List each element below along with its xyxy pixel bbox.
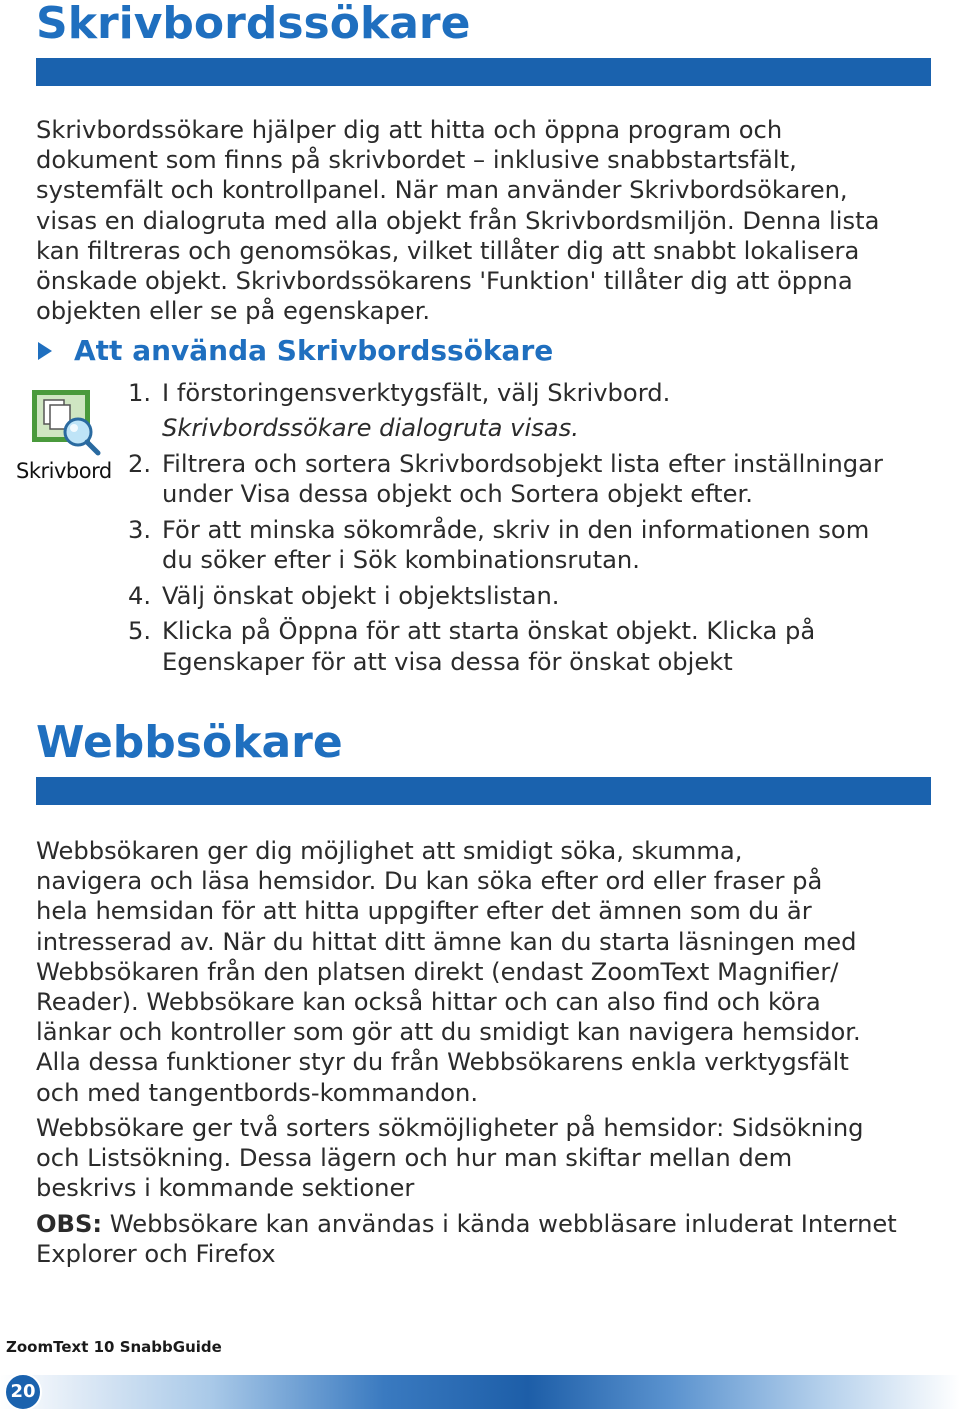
steps-list [128, 378, 938, 682]
web-finder-paragraph: Webbsökaren ger dig möjlighet att smidigt söka, skumma, navigera och läsa hemsidor. Du kan söka efter ord eller fraser på hela hemsidan för att hitta uppgifter efter det ämnen som du är intresserad av. När du hittat ditt ämne kan du starta läsningen med Webbsökaren från den platsen direkt (endast ZoomText Magnifier/ Reader). Webbsökare kan också hittar och can also find och köra länkar och kontroller som gör att du smidigt kan navigera hemsidor. Alla dessa funktioner styr du från Webbsökarens enkla verktygsfält och med tangentbords-kommandon. [36, 837, 861, 1107]
subheading: Att använda Skrivbordssökare [36, 333, 553, 369]
step-item: 1. I förstoringensverktygsfält, välj Skrivbord. Skrivbordssökare dialogruta visas. [128, 378, 938, 443]
step-item: 2. Filtrera och sortera Skrivbordsobjekt lista efter inställningar under Visa dessa objekt och Sortera objekt efter. [128, 449, 883, 509]
section-title: Webbsökare [36, 717, 343, 768]
guide-title: ZoomText 10 SnabbGuide [6, 1338, 222, 1356]
triangle-bullet-icon [38, 342, 52, 360]
page-title: Skrivbordssökare [36, 0, 471, 49]
footer-band [0, 1375, 960, 1409]
title-bar [36, 58, 931, 86]
title-bar [36, 777, 931, 805]
step-item: 3. För att minska sökområde, skriv in den informationen som du söker efter i Sök kombinationsrutan. [128, 515, 870, 575]
note-label: OBS: [36, 1210, 103, 1238]
page-number: 20 [4, 1373, 42, 1411]
step-note: Skrivbordssökare dialogruta visas. [162, 414, 579, 443]
step-item: 5. Klicka på Öppna för att starta önskat objekt. Klicka på Egenskaper för att visa dessa för önskat objekt [128, 617, 816, 676]
note-paragraph: OBS: Webbsökare kan användas i kända webbläsare inluderat Internet Explorer och Firefox [36, 1210, 897, 1269]
desktop-finder-icon-label: Skrivbord [16, 459, 112, 483]
intro-paragraph: Skrivbordssökare hjälper dig att hitta och öppna program och dokument som finns på skrivbordet – inklusive snabbstartsfält, systemfält och kontrollpanel. När man använder Skrivbordsökaren, visas en dialogruta med alla objekt från Skrivbordsmiljön. Denna lista kan filtreras och genomsökas, vilket tillåter dig att snabbt lokalisera önskade objekt. Skrivbordssökarens 'Funktion' tillåter dig att öppna objekten eller se på egenskaper. [36, 116, 880, 326]
step-item: 4. Välj önskat objekt i objektslistan. [128, 581, 560, 610]
search-modes-paragraph: Webbsökare ger två sorters sökmöjligheter på hemsidor: Sidsökning och Listsökning. Dessa lägern och hur man skiftar mellan dem beskrivs i kommande sektioner [36, 1114, 864, 1203]
